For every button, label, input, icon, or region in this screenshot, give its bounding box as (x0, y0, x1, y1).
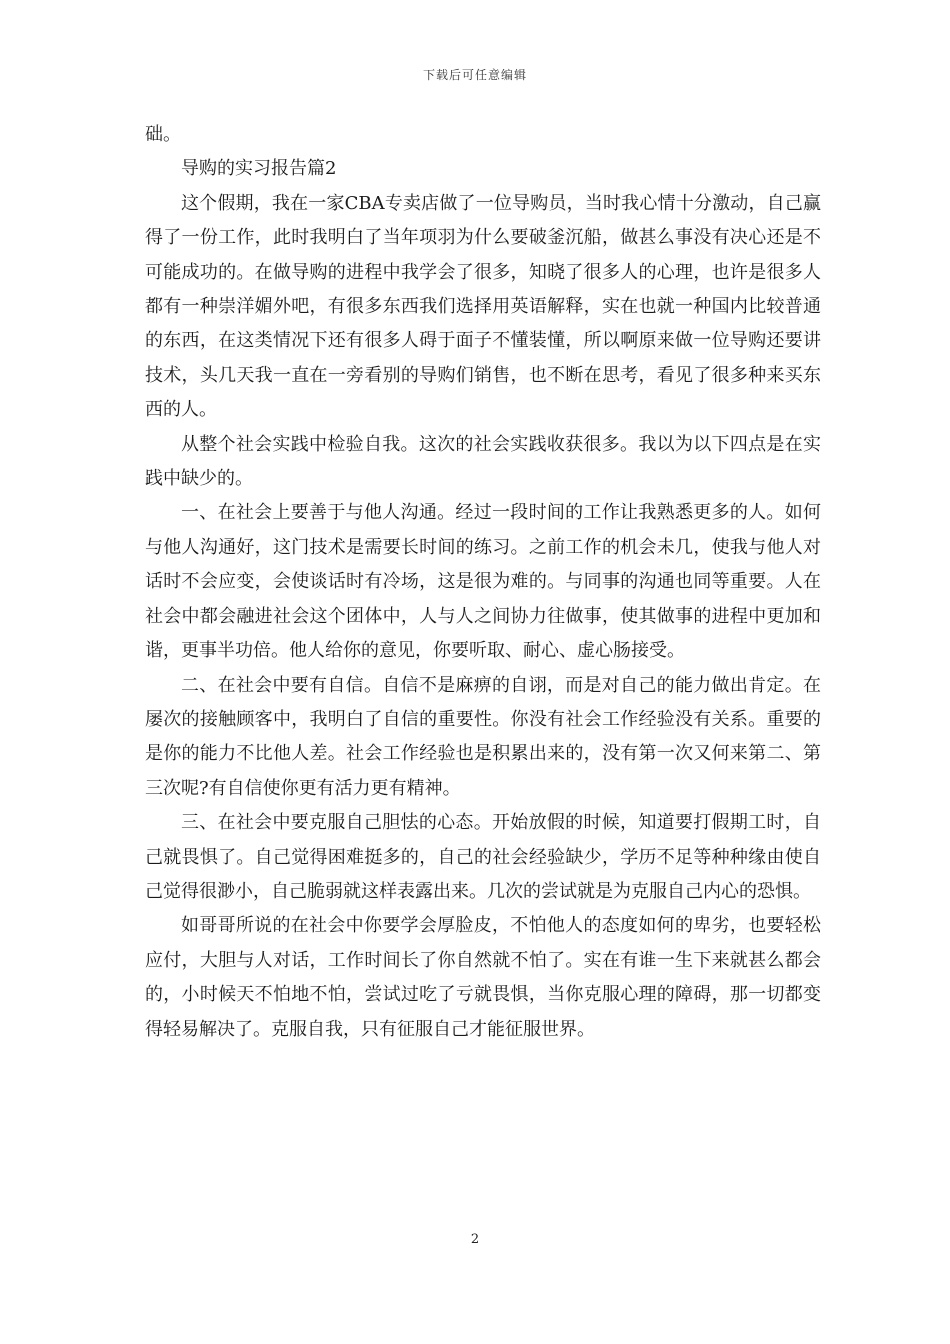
paragraph: 如哥哥所说的在社会中你要学会厚脸皮，不怕他人的态度如何的卑劣，也要轻松应付，大胆与人对话，工作时间长了你自然就不怕了。实在有谁一生下来就甚么都会的，小时候天不怕地不怕，尝试过吃了亏就畏惧，当你克服心理的障碍，那一切都变得轻易解决了。克服自我，只有征服自己才能征服世界。 (145, 915, 821, 1040)
paragraph: 三、在社会中要克服自己胆怯的心态。开始放假的时候，知道要打假期工时，自己就畏惧了。自己觉得困难挺多的，自己的社会经验缺少，学历不足等种种缘由使自己觉得很渺小，自己脆弱就这样表露出来。几次的尝试就是为克服自己内心的恐惧。 (145, 812, 821, 902)
page-header: 下载后可任意编辑 (422, 68, 527, 82)
paragraph: 一、在社会上要善于与他人沟通。经过一段时间的工作让我熟悉更多的人。如何与他人沟通好，这门技术是需要长时间的练习。之前工作的机会未几，使我与他人对话时不会应变，会使谈话时有冷场，这是很为难的。与同事的沟通也同等重要。人在社会中都会融进社会这个团体中，人与人之间协力往做事，使其做事的进程中更加和谐，更事半功倍。他人给你的意见，你要听取、耐心、虚心肠接受。 (145, 502, 821, 662)
paragraph: 二、在社会中要有自信。自信不是麻痹的自诩，而是对自己的能力做出肯定。在屡次的接触顾客中，我明白了自信的重要性。你没有社会工作经验没有关系。重要的是你的能力不比他人差。社会工作经验也是积累出来的，没有第一次又何来第二、第三次呢?有自信使你更有活力更有精神。 (145, 674, 821, 799)
paragraph-continuation: 础。 (145, 124, 181, 145)
section-heading: 导购的实习报告篇2 (181, 158, 337, 180)
document-body (145, 118, 821, 1047)
paragraph: 这个假期，我在一家CBA专卖店做了一位导购员，当时我心情十分激动，自己赢得了一份工作，此时我明白了当年项羽为什么要破釜沉船，做甚么事没有决心还是不可能成功的。在做导购的进程中我学会了很多，知晓了很多人的心理，也许是很多人都有一种崇洋媚外吧，有很多东西我们选择用英语解释，实在也就一种国内比较普通的东西，在这类情况下还有很多人碍于面子不懂装懂，所以啊原来做一位导购还要讲技术，头几天我一直在一旁看别的导购们销售，也不断在思考，看见了很多种来买东西的人。 (145, 192, 821, 421)
page-number: 2 (470, 1232, 480, 1247)
paragraph: 从整个社会实践中检验自我。这次的社会实践收获很多。我以为以下四点是在实践中缺少的。 (145, 433, 821, 490)
